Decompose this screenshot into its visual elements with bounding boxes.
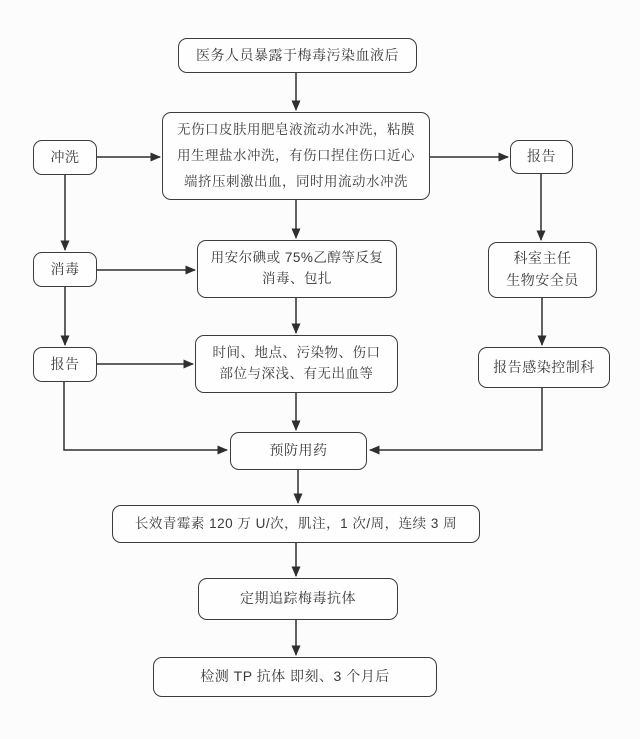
node-wash-instructions <box>162 112 430 200</box>
node-report-left-label: 报告 <box>50 355 80 372</box>
node-disinfect <box>33 252 97 287</box>
node-department-head <box>488 242 597 298</box>
node-record-detail-line: 部位与深浅、有无出血等 <box>219 366 374 381</box>
node-track-antibody <box>198 578 398 620</box>
node-department-head-line: 科室主任 <box>513 250 572 267</box>
node-record-detail-line: 时间、地点、污染物、伤口 <box>212 345 381 361</box>
arrow-infection-to-prophylaxis <box>370 388 542 450</box>
node-disinfect-detail-line: 消毒、包扎 <box>262 271 332 286</box>
node-rinse-label: 冲洗 <box>50 148 80 165</box>
node-record-detail <box>195 335 398 393</box>
node-disinfect-detail-line: 用安尔碘或 75%乙醇等反复 <box>210 250 384 266</box>
node-wash-line: 端挤压刺激出血，同时用流动水冲洗 <box>184 174 408 190</box>
node-rinse <box>33 140 97 175</box>
node-wash-line: 无伤口皮肤用肥皂液流动水冲洗，粘膜 <box>177 121 415 137</box>
node-disinfect-label: 消毒 <box>50 260 80 277</box>
node-penicillin-label: 长效青霉素 120 万 U/次，肌注，1 次/周，连续 3 周 <box>134 515 458 531</box>
node-test-tp-label: 检测 TP 抗体 即刻、3 个月后 <box>200 668 390 685</box>
node-disinfect-detail <box>197 240 397 298</box>
node-department-head-line: 生物安全员 <box>506 272 579 288</box>
node-test-tp <box>153 657 437 697</box>
node-report-left <box>33 347 97 382</box>
node-track-antibody-label: 定期追踪梅毒抗体 <box>240 590 356 607</box>
node-exposure <box>178 38 417 73</box>
node-exposure-label: 医务人员暴露于梅毒污染血液后 <box>196 46 399 63</box>
node-wash-line: 用生理盐水冲洗，有伤口捏住伤口近心 <box>177 147 415 163</box>
node-report-right <box>510 140 573 174</box>
node-report-right-label: 报告 <box>527 148 556 165</box>
node-prophylaxis-label: 预防用药 <box>269 442 328 459</box>
node-penicillin <box>112 505 480 543</box>
node-infection-control-label: 报告感染控制科 <box>493 358 595 375</box>
node-prophylaxis <box>230 432 367 470</box>
node-infection-control <box>478 347 610 388</box>
